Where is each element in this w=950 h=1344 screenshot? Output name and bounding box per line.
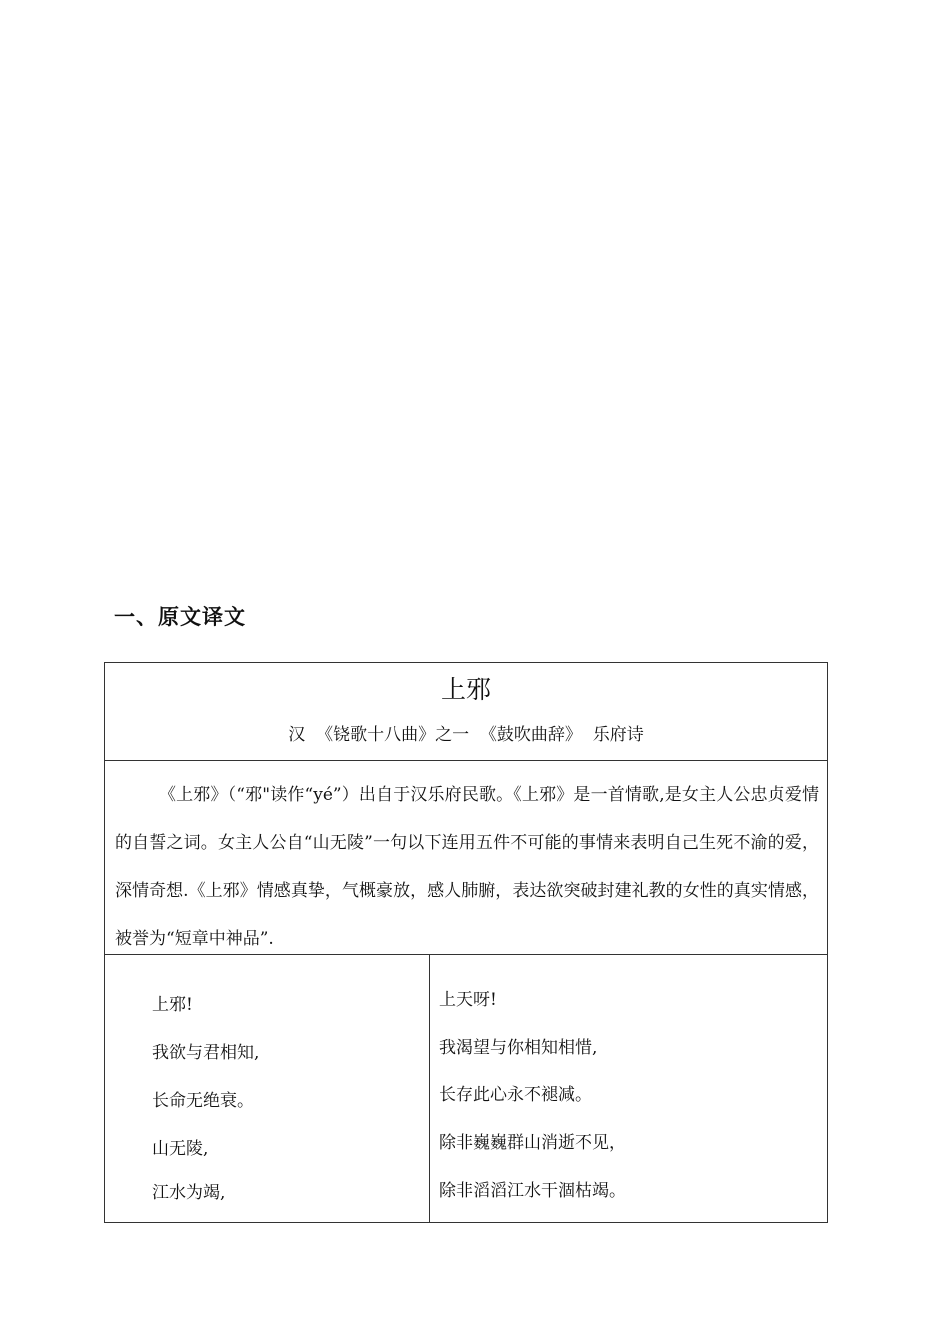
original-line: 长命无绝衰。: [152, 1091, 254, 1111]
section-heading: 一、原文译文: [114, 605, 246, 629]
translation-line: 除非滔滔江水干涸枯竭。: [439, 1181, 626, 1201]
original-line: 上邪!: [152, 995, 193, 1015]
poem-table: [104, 662, 828, 1223]
original-line: 我欲与君相知,: [152, 1043, 260, 1063]
intro-cell: [105, 761, 827, 955]
translation-line: 我渴望与你相知相惜,: [439, 1038, 598, 1058]
translation-cell: [430, 955, 827, 1222]
title-cell: [105, 663, 827, 761]
poem-source: 汉 《铙歌十八曲》之一 《鼓吹曲辞》 乐府诗: [288, 725, 644, 745]
translation-line: 上天呀!: [439, 990, 497, 1010]
intro-paragraph: 《上邪》（“邪"读作“yé”）出自于汉乐府民歌。《上邪》是一首情歌,是女主人公忠贞爱情的自誓之词。女主人公自“山无陵”一句以下连用五件不可能的事情来表明自己生死不渝的爱，深情奇想.《上邪》情感真挚，气概豪放，感人肺腑，表达欲突破封建礼教的女性的真实情感，被誉为“短章中神品”.: [115, 785, 819, 949]
translation-line: 除非巍巍群山消逝不见，: [439, 1133, 626, 1153]
translation-line: 长存此心永不褪减。: [439, 1085, 592, 1105]
original-line: 江水为竭,: [152, 1183, 226, 1203]
poem-title: 上邪: [440, 675, 491, 704]
original-text-cell: [105, 955, 430, 1222]
original-line: 山无陵,: [152, 1139, 209, 1159]
